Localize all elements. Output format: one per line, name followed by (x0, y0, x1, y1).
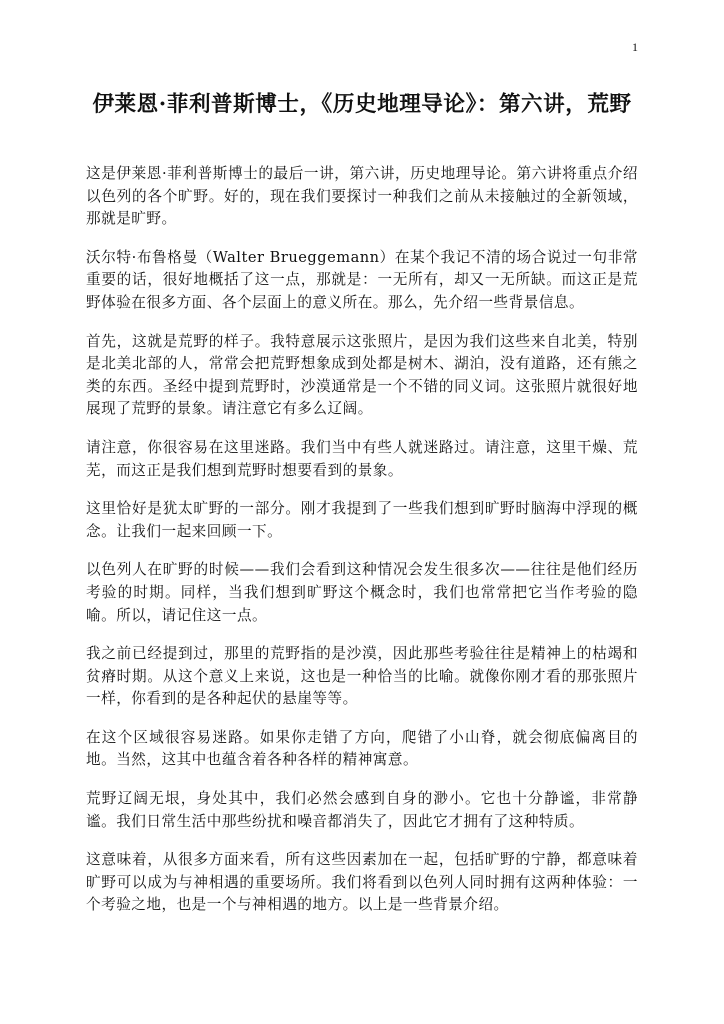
paragraph: 在这个区域很容易迷路。如果你走错了方向，爬错了小山脊，就会彻底偏离目的地。当然，这其中也蕴含着各种各样的精神寓意。 (86, 728, 638, 769)
paragraph: 沃尔特·布鲁格曼（Walter Brueggemann）在某个我记不清的场合说过一句非常重要的话，很好地概括了这一点，那就是：一无所有，却又一无所缺。而这正是荒野体验在很多方面、各个层面上的意义所在。那么，先介绍一些背景信息。 (86, 248, 638, 311)
paragraph: 这是伊莱恩·菲利普斯博士的最后一讲，第六讲，历史地理导论。第六讲将重点介绍以色列的各个旷野。好的，现在我们要探讨一种我们之前从未接触过的全新领域，那就是旷野。 (86, 165, 638, 228)
document-title: 伊莱恩·菲利普斯博士，《历史地理导论》：第六讲，荒野 (92, 92, 632, 117)
paragraph: 首先，这就是荒野的样子。我特意展示这张照片，是因为我们这些来自北美，特别是北美北部的人，常常会把荒野想象成到处都是树木、湖泊，没有道路，还有熊之类的东西。圣经中提到荒野时，沙漠通常是一个不错的同义词。这张照片就很好地展现了荒野的景象。请注意它有多么辽阔。 (86, 332, 638, 418)
paragraph: 这里恰好是犹太旷野的一部分。刚才我提到了一些我们想到旷野时脑海中浮现的概念。让我们一起来回顾一下。 (86, 500, 638, 540)
paragraph: 以色列人在旷野的时候——我们会看到这种情况会发生很多次——往往是他们经历考验的时期。同样，当我们想到旷野这个概念时，我们也常常把它当作考验的隐喻。所以，请记住这一点。 (86, 561, 638, 624)
paragraph: 请注意，你很容易在这里迷路。我们当中有些人就迷路过。请注意，这里干燥、荒芜，而这正是我们想到荒野时想要看到的景象。 (86, 438, 638, 479)
paragraph: 荒野辽阔无垠，身处其中，我们必然会感到自身的渺小。它也十分静谧，非常静谧。我们日常生活中那些纷扰和噪音都消失了，因此它才拥有了这种特质。 (86, 790, 638, 830)
paragraph: 我之前已经提到过，那里的荒野指的是沙漠，因此那些考验往往是精神上的枯竭和贫瘠时期。从这个意义上来说，这也是一种恰当的比喻。就像你刚才看的那张照片一样，你看到的是各种起伏的悬崖等等。 (86, 645, 638, 708)
page-number: 1 (632, 40, 638, 54)
paragraph: 这意味着，从很多方面来看，所有这些因素加在一起，包括旷野的宁静，都意味着旷野可以成为与神相遇的重要场所。我们将看到以色列人同时拥有这两种体验：一个考验之地，也是一个与神相遇的地方。以上是一些背景介绍。 (86, 851, 638, 914)
document-body (86, 163, 638, 933)
